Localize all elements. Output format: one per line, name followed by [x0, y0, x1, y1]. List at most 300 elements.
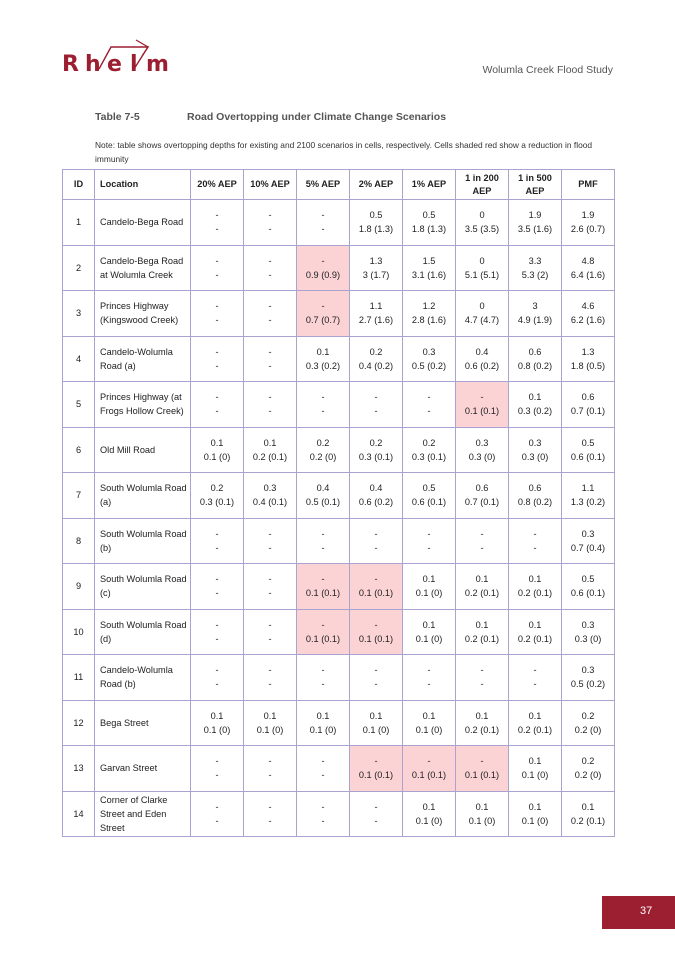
existing-depth-value: 0.3 [528, 437, 542, 448]
logo-letter: h [85, 52, 101, 77]
depth-cell [562, 427, 615, 473]
future-depth-value: 0.6 (0.1) [570, 451, 606, 462]
depth-cell [403, 655, 456, 701]
row-id: 9 [63, 564, 95, 610]
row-location: Princes Highway (Kingswood Creek) [95, 291, 191, 337]
future-depth-value: - [215, 770, 219, 781]
table-row [63, 200, 615, 246]
row-id: 13 [63, 746, 95, 792]
existing-depth-value: 0.1 [422, 619, 436, 630]
existing-depth-value: - [480, 392, 484, 403]
future-depth-value: 3.5 (1.6) [517, 224, 553, 235]
table-row [63, 427, 615, 473]
table-row [63, 609, 615, 655]
existing-depth-value: - [321, 619, 325, 630]
depth-cell [350, 200, 403, 246]
row-id: 7 [63, 473, 95, 519]
future-depth-value: - [215, 542, 219, 553]
existing-depth-value: 4.6 [581, 301, 595, 312]
table-note: Note: table shows overtopping depths for existing and 2100 scenarios in cells, respectively. Cells shaded red show a reduction in flood immunity [95, 140, 593, 164]
depth-cell [403, 245, 456, 291]
future-depth-value: - [268, 815, 272, 826]
future-depth-value: 0.2 (0.1) [570, 815, 606, 826]
future-depth-value: - [427, 406, 431, 417]
row-id: 11 [63, 655, 95, 701]
existing-depth-value: - [215, 255, 219, 266]
future-depth-value: 0.1 (0) [468, 815, 496, 826]
future-depth-value: - [268, 633, 272, 644]
existing-depth-value: 0.2 [316, 437, 330, 448]
future-depth-value: 0.1 (0.1) [305, 633, 341, 644]
table-row [63, 518, 615, 564]
future-depth-value: 2.8 (1.6) [411, 315, 447, 326]
future-depth-value: 0.3 (0) [521, 451, 549, 462]
existing-depth-value: - [427, 528, 431, 539]
future-depth-value: 0.7 (0.7) [305, 315, 341, 326]
future-depth-value: - [215, 224, 219, 235]
future-depth-value: - [268, 224, 272, 235]
depth-cell [456, 791, 509, 837]
existing-depth-value: - [321, 210, 325, 221]
depth-cell [297, 700, 350, 746]
future-depth-value: 0.1 (0.1) [358, 633, 394, 644]
column-header: 1 in 200 AEP [456, 170, 509, 200]
existing-depth-value: - [321, 255, 325, 266]
column-header: 1% AEP [403, 170, 456, 200]
depth-cell [562, 200, 615, 246]
table-row [63, 700, 615, 746]
existing-depth-value: 0.2 [210, 483, 224, 494]
depth-cell [456, 427, 509, 473]
existing-depth-value: 0.1 [263, 710, 277, 721]
future-depth-value: - [215, 588, 219, 599]
existing-depth-value: - [268, 801, 272, 812]
existing-depth-value: 0.1 [475, 801, 489, 812]
existing-depth-value: - [215, 665, 219, 676]
row-id: 6 [63, 427, 95, 473]
depth-cell [456, 746, 509, 792]
depth-cell [297, 245, 350, 291]
future-depth-value: 1.8 (0.5) [570, 360, 606, 371]
future-depth-value: 0.1 (0.1) [358, 770, 394, 781]
future-depth-value: 0.4 (0.2) [358, 360, 394, 371]
depth-cell [509, 564, 562, 610]
depth-cell [562, 700, 615, 746]
future-depth-value: 0.2 (0) [309, 451, 337, 462]
future-depth-value: 0.5 (0.2) [570, 679, 606, 690]
existing-depth-value: 0 [479, 255, 485, 266]
depth-cell [350, 518, 403, 564]
future-depth-value: 0.3 (0.1) [199, 497, 235, 508]
depth-cell [191, 382, 244, 428]
future-depth-value: 0.7 (0.1) [464, 497, 500, 508]
existing-depth-value: - [374, 574, 378, 585]
future-depth-value: - [374, 679, 378, 690]
existing-depth-value: - [215, 801, 219, 812]
depth-cell [456, 700, 509, 746]
depth-cell [456, 382, 509, 428]
table-row [63, 382, 615, 428]
row-id: 4 [63, 336, 95, 382]
depth-cell [509, 791, 562, 837]
existing-depth-value: 0.4 [369, 483, 383, 494]
row-id: 8 [63, 518, 95, 564]
depth-cell [403, 609, 456, 655]
column-header: 20% AEP [191, 170, 244, 200]
future-depth-value: - [268, 406, 272, 417]
depth-cell [244, 245, 297, 291]
row-location: South Wolumla Road (a) [95, 473, 191, 519]
future-depth-value: - [215, 633, 219, 644]
table-row [63, 655, 615, 701]
future-depth-value: 6.2 (1.6) [570, 315, 606, 326]
future-depth-value: - [321, 406, 325, 417]
existing-depth-value: - [215, 619, 219, 630]
existing-depth-value: 0.2 [581, 756, 595, 767]
future-depth-value: 2.6 (0.7) [570, 224, 606, 235]
row-location: Candelo-Bega Road [95, 200, 191, 246]
existing-depth-value: 0.6 [528, 483, 542, 494]
depth-cell [191, 336, 244, 382]
road-overtopping-table [62, 169, 615, 837]
depth-cell [562, 382, 615, 428]
row-location: Old Mill Road [95, 427, 191, 473]
future-depth-value: - [215, 360, 219, 371]
existing-depth-value: 0.1 [475, 619, 489, 630]
rhelm-logo [62, 38, 182, 82]
depth-cell [191, 200, 244, 246]
depth-cell [403, 700, 456, 746]
depth-cell [562, 564, 615, 610]
depth-cell [403, 291, 456, 337]
existing-depth-value: 0.3 [422, 346, 436, 357]
existing-depth-value: 0 [479, 301, 485, 312]
existing-depth-value: 1.9 [581, 210, 595, 221]
depth-cell [509, 245, 562, 291]
column-header: 2% AEP [350, 170, 403, 200]
existing-depth-value: 0.5 [369, 210, 383, 221]
depth-cell [509, 200, 562, 246]
depth-cell [191, 427, 244, 473]
future-depth-value: - [215, 815, 219, 826]
existing-depth-value: 0.1 [475, 574, 489, 585]
logo-letter: l [130, 52, 138, 77]
depth-cell [456, 473, 509, 519]
depth-cell [297, 609, 350, 655]
row-id: 14 [63, 791, 95, 837]
depth-cell [509, 427, 562, 473]
depth-cell [191, 245, 244, 291]
existing-depth-value: 0.1 [422, 710, 436, 721]
depth-cell [509, 336, 562, 382]
future-depth-value: 0.1 (0.1) [464, 406, 500, 417]
future-depth-value: 0.5 (0.2) [411, 360, 447, 371]
row-location: Bega Street [95, 700, 191, 746]
existing-depth-value: - [374, 528, 378, 539]
depth-cell [244, 427, 297, 473]
depth-cell [509, 382, 562, 428]
row-id: 5 [63, 382, 95, 428]
existing-depth-value: 0.5 [422, 483, 436, 494]
table-row [63, 564, 615, 610]
future-depth-value: - [374, 815, 378, 826]
header-row [63, 170, 615, 200]
depth-cell [191, 473, 244, 519]
depth-cell [562, 291, 615, 337]
depth-cell [350, 427, 403, 473]
future-depth-value: - [533, 542, 537, 553]
depth-cell [350, 473, 403, 519]
row-id: 2 [63, 245, 95, 291]
existing-depth-value: 0.1 [210, 710, 224, 721]
table-number: Table 7-5 [95, 111, 140, 123]
future-depth-value: 0.2 (0.1) [464, 588, 500, 599]
existing-depth-value: 3 [532, 301, 538, 312]
depth-cell [297, 655, 350, 701]
row-location: Candelo-Wolumla Road (b) [95, 655, 191, 701]
existing-depth-value: 0.3 [475, 437, 489, 448]
existing-depth-value: 0.1 [369, 710, 383, 721]
depth-cell [191, 746, 244, 792]
row-id: 3 [63, 291, 95, 337]
future-depth-value: 0.3 (0.2) [517, 406, 553, 417]
existing-depth-value: 1.9 [528, 210, 542, 221]
depth-cell [350, 564, 403, 610]
future-depth-value: 0.7 (0.1) [570, 406, 606, 417]
depth-cell [509, 655, 562, 701]
row-id: 1 [63, 200, 95, 246]
existing-depth-value: - [215, 756, 219, 767]
future-depth-value: 0.2 (0.1) [517, 724, 553, 735]
logo-letter: R [62, 52, 79, 77]
existing-depth-value: 1.2 [422, 301, 436, 312]
future-depth-value: - [480, 542, 484, 553]
existing-depth-value: 0.5 [581, 574, 595, 585]
future-depth-value: 0.1 (0) [256, 724, 284, 735]
depth-cell [456, 245, 509, 291]
existing-depth-value: - [321, 392, 325, 403]
depth-cell [350, 336, 403, 382]
future-depth-value: 0.1 (0) [521, 815, 549, 826]
row-location: Candelo-Bega Road at Wolumla Creek [95, 245, 191, 291]
depth-cell [509, 700, 562, 746]
future-depth-value: 0.2 (0) [574, 770, 602, 781]
depth-cell [244, 609, 297, 655]
depth-cell [297, 791, 350, 837]
depth-cell [244, 655, 297, 701]
existing-depth-value: 0.3 [581, 665, 595, 676]
future-depth-value: 0.1 (0) [362, 724, 390, 735]
depth-cell [562, 609, 615, 655]
row-location: South Wolumla Road (c) [95, 564, 191, 610]
future-depth-value: 4.7 (4.7) [464, 315, 500, 326]
future-depth-value: 0.1 (0) [415, 588, 443, 599]
future-depth-value: - [268, 315, 272, 326]
existing-depth-value: 0.2 [369, 346, 383, 357]
depth-cell [403, 382, 456, 428]
future-depth-value: 5.1 (5.1) [464, 269, 500, 280]
depth-cell [403, 518, 456, 564]
future-depth-value: 1.8 (1.3) [358, 224, 394, 235]
future-depth-value: - [268, 679, 272, 690]
depth-cell [297, 427, 350, 473]
future-depth-value: 0.1 (0) [203, 724, 231, 735]
depth-cell [191, 291, 244, 337]
existing-depth-value: 0.1 [528, 574, 542, 585]
table-row [63, 791, 615, 837]
existing-depth-value: - [374, 665, 378, 676]
existing-depth-value: - [374, 756, 378, 767]
future-depth-value: 0.8 (0.2) [517, 360, 553, 371]
table-caption [95, 111, 446, 123]
future-depth-value: 6.4 (1.6) [570, 269, 606, 280]
future-depth-value: 5.3 (2) [521, 269, 549, 280]
future-depth-value: - [215, 315, 219, 326]
depth-cell [562, 245, 615, 291]
existing-depth-value: - [480, 665, 484, 676]
existing-depth-value: 0.1 [316, 346, 330, 357]
depth-cell [297, 291, 350, 337]
existing-depth-value: - [268, 528, 272, 539]
depth-cell [350, 291, 403, 337]
future-depth-value: 0.6 (0.2) [358, 497, 394, 508]
existing-depth-value: 4.8 [581, 255, 595, 266]
depth-cell [350, 700, 403, 746]
existing-depth-value: 0 [479, 210, 485, 221]
depth-cell [297, 200, 350, 246]
future-depth-value: 0.1 (0) [415, 724, 443, 735]
depth-cell [509, 609, 562, 655]
future-depth-value: - [268, 588, 272, 599]
future-depth-value: 0.1 (0) [521, 770, 549, 781]
future-depth-value: - [427, 542, 431, 553]
existing-depth-value: 0.4 [316, 483, 330, 494]
table-row [63, 245, 615, 291]
existing-depth-value: 0.2 [581, 710, 595, 721]
depth-cell [244, 791, 297, 837]
future-depth-value: - [374, 406, 378, 417]
existing-depth-value: 0.1 [210, 437, 224, 448]
existing-depth-value: 0.4 [475, 346, 489, 357]
future-depth-value: 0.1 (0) [203, 451, 231, 462]
depth-cell [562, 655, 615, 701]
existing-depth-value: 0.1 [422, 801, 436, 812]
depth-cell [244, 291, 297, 337]
future-depth-value: - [321, 815, 325, 826]
column-header: ID [63, 170, 95, 200]
depth-cell [244, 473, 297, 519]
depth-cell [456, 655, 509, 701]
future-depth-value: 0.2 (0) [574, 724, 602, 735]
depth-cell [509, 473, 562, 519]
depth-cell [191, 655, 244, 701]
existing-depth-value: - [533, 528, 537, 539]
existing-depth-value: 1.5 [422, 255, 436, 266]
future-depth-value: - [480, 679, 484, 690]
existing-depth-value: - [427, 392, 431, 403]
existing-depth-value: 1.1 [581, 483, 595, 494]
existing-depth-value: 0.1 [263, 437, 277, 448]
future-depth-value: 0.6 (0.1) [411, 497, 447, 508]
future-depth-value: 1.8 (1.3) [411, 224, 447, 235]
depth-cell [403, 746, 456, 792]
future-depth-value: 0.1 (0.1) [464, 770, 500, 781]
existing-depth-value: - [215, 528, 219, 539]
future-depth-value: 0.1 (0.1) [358, 588, 394, 599]
depth-cell [456, 200, 509, 246]
column-header: 5% AEP [297, 170, 350, 200]
row-id: 12 [63, 700, 95, 746]
existing-depth-value: 0.1 [475, 710, 489, 721]
future-depth-value: - [268, 360, 272, 371]
depth-cell [244, 382, 297, 428]
future-depth-value: - [268, 542, 272, 553]
existing-depth-value: - [374, 801, 378, 812]
depth-cell [191, 700, 244, 746]
future-depth-value: 0.2 (0.1) [252, 451, 288, 462]
row-location: Princes Highway (at Frogs Hollow Creek) [95, 382, 191, 428]
existing-depth-value: - [268, 346, 272, 357]
future-depth-value: 0.2 (0.1) [464, 724, 500, 735]
depth-cell [350, 746, 403, 792]
existing-depth-value: 1.1 [369, 301, 383, 312]
existing-depth-value: - [321, 301, 325, 312]
future-depth-value: - [215, 269, 219, 280]
depth-cell [562, 336, 615, 382]
depth-cell [350, 655, 403, 701]
existing-depth-value: - [268, 756, 272, 767]
existing-depth-value: 0.1 [422, 574, 436, 585]
depth-cell [244, 564, 297, 610]
existing-depth-value: - [215, 301, 219, 312]
future-depth-value: 0.4 (0.1) [252, 497, 288, 508]
future-depth-value: - [321, 542, 325, 553]
depth-cell [403, 200, 456, 246]
depth-cell [191, 518, 244, 564]
depth-cell [403, 336, 456, 382]
future-depth-value: 0.6 (0.1) [570, 588, 606, 599]
existing-depth-value: 0.1 [528, 756, 542, 767]
depth-cell [509, 746, 562, 792]
future-depth-value: 0.1 (0.1) [305, 588, 341, 599]
future-depth-value: 0.2 (0.1) [517, 633, 553, 644]
future-depth-value: 0.3 (0) [468, 451, 496, 462]
future-depth-value: 0.9 (0.9) [305, 269, 341, 280]
depth-cell [350, 609, 403, 655]
existing-depth-value: - [374, 392, 378, 403]
existing-depth-value: - [427, 756, 431, 767]
existing-depth-value: 0.1 [581, 801, 595, 812]
row-location: South Wolumla Road (b) [95, 518, 191, 564]
existing-depth-value: 0.1 [528, 619, 542, 630]
existing-depth-value: 0.3 [581, 528, 595, 539]
depth-cell [297, 518, 350, 564]
depth-cell [191, 609, 244, 655]
depth-cell [244, 746, 297, 792]
future-depth-value: 0.5 (0.1) [305, 497, 341, 508]
existing-depth-value: - [268, 392, 272, 403]
existing-depth-value: - [268, 574, 272, 585]
future-depth-value: 0.6 (0.2) [464, 360, 500, 371]
future-depth-value: 0.2 (0.1) [464, 633, 500, 644]
column-header: Location [95, 170, 191, 200]
existing-depth-value: - [215, 346, 219, 357]
future-depth-value: 0.1 (0) [309, 724, 337, 735]
depth-cell [244, 700, 297, 746]
future-depth-value: - [321, 224, 325, 235]
column-header: 10% AEP [244, 170, 297, 200]
existing-depth-value: 0.1 [528, 392, 542, 403]
